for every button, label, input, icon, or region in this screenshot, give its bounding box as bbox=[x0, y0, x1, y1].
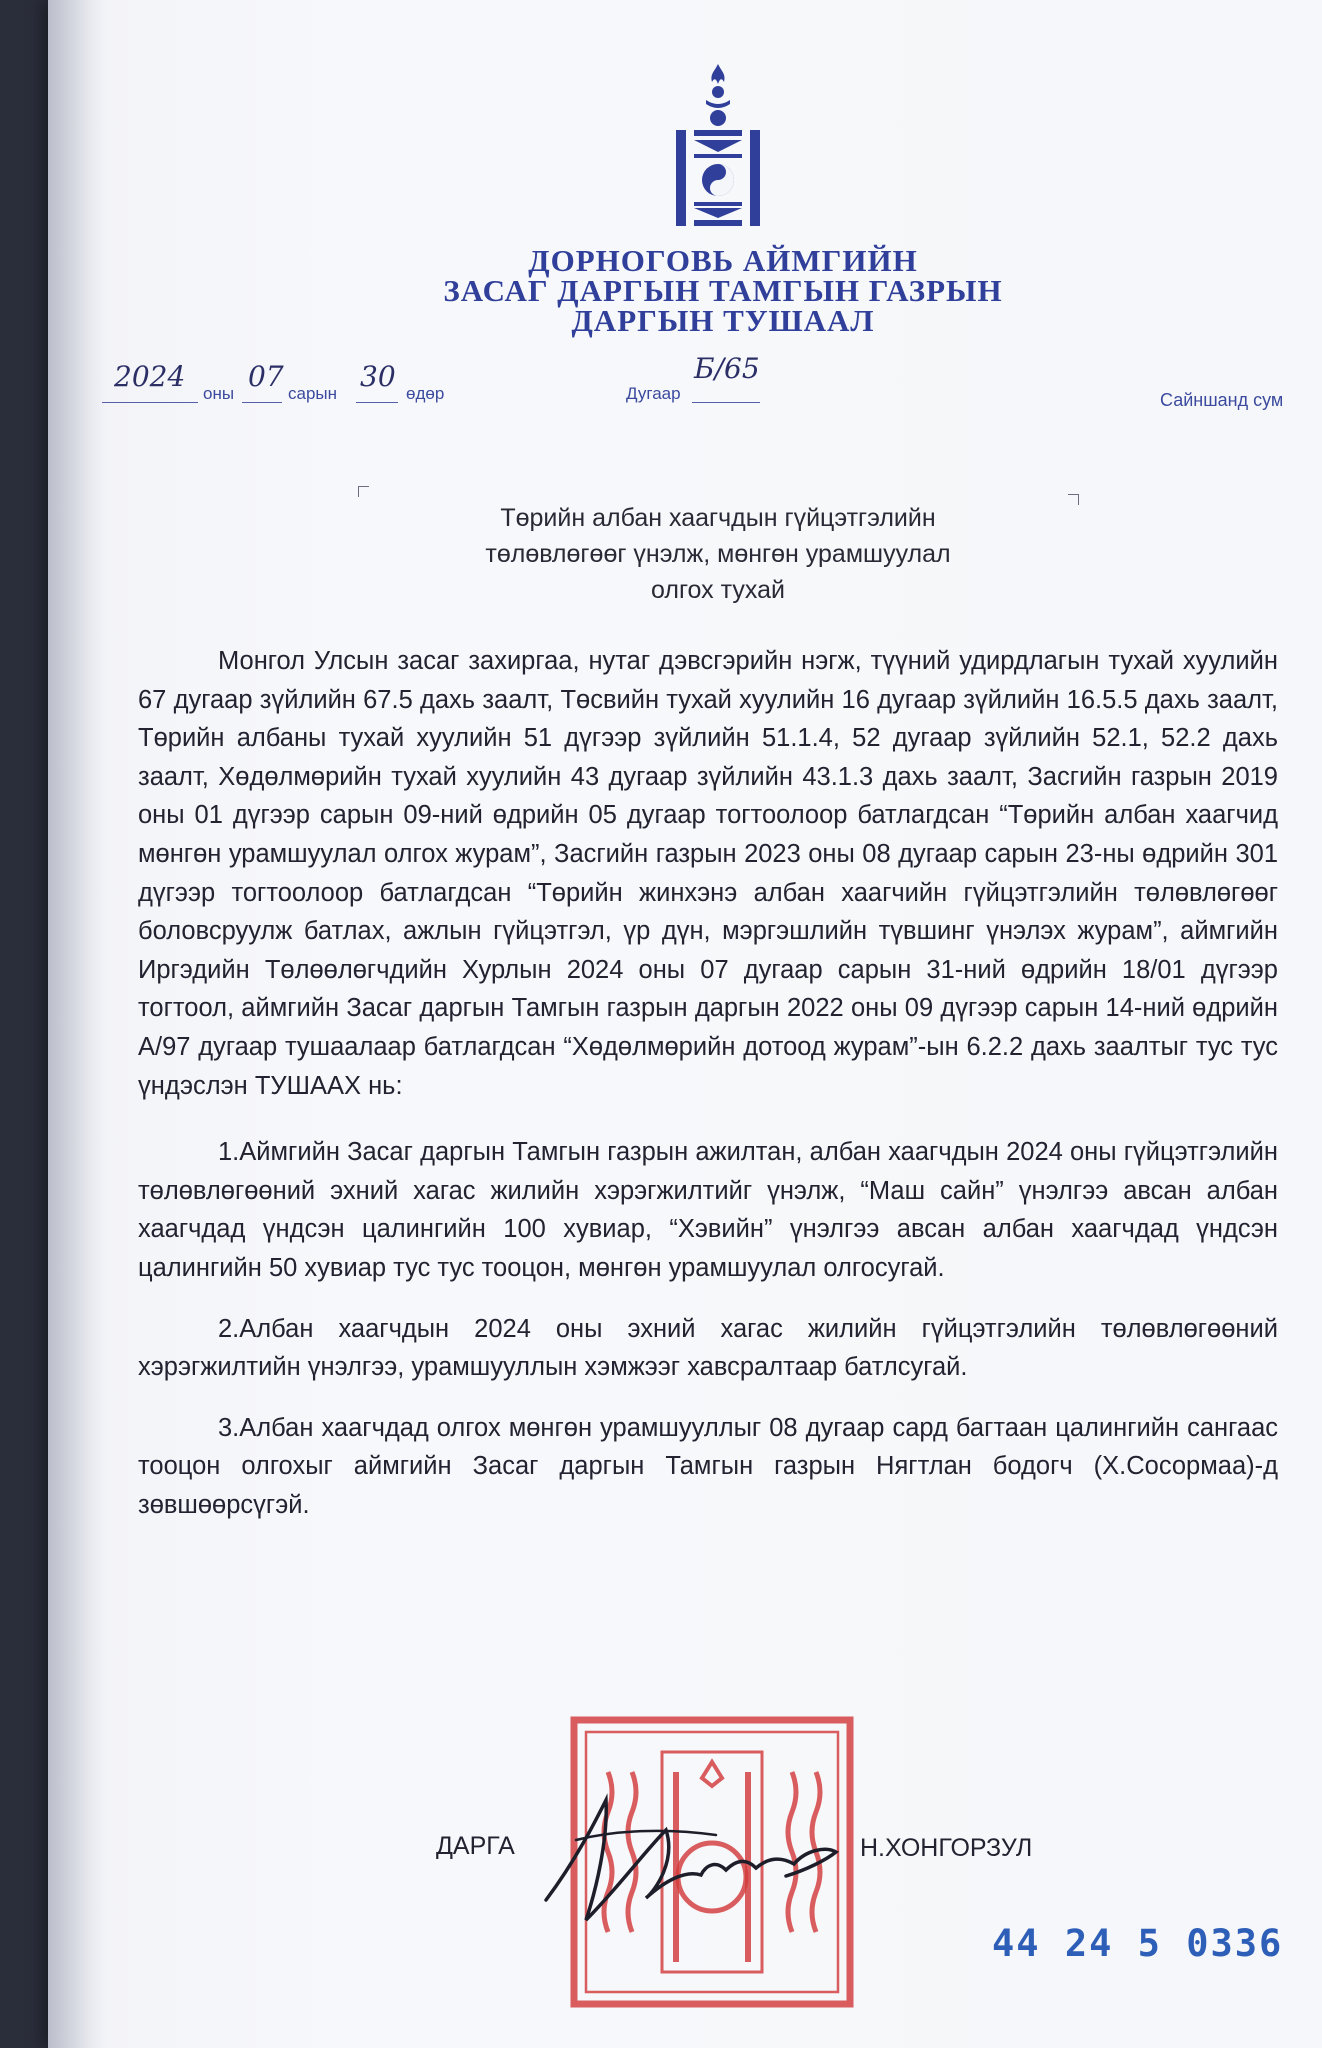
order-item-3: 3.Албан хаагчдад олгох мөнгөн урамшууллыг 08 дугаар сард багтаан цалингийн сангаас тооцон олгохыг аймгийн Засаг даргын Тамгын газрын Нягтлан бодогч (Х.Сосормаа)-д зөвшөөрсүгэй. bbox=[138, 1413, 1278, 1519]
state-emblem-icon bbox=[670, 62, 766, 230]
month-suffix: сарын bbox=[288, 384, 338, 403]
order-item-1: 1.Аймгийн Засаг даргын Тамгын газрын ажилтан, албан хаагчдын 2024 оны гүйцэтгэлийн төлөвлөгөөний эхний хагас жилийн хэрэгжилтийг үнэлж, “Маш сайн” үнэлгээ авсан албан хаагчдад үндсэн цалингийн 100 хувиар, “Хэвийн” үнэлгээ авсан албан хаагчдад үндсэн цалингийн 50 хувиар тус тус тооцон, мөнгөн урамшуулал олгосугай. bbox=[138, 1138, 1278, 1282]
title-line3: олгох тухай bbox=[651, 576, 785, 604]
document-number: Б/65 bbox=[694, 352, 760, 385]
registration-number: 44 24 5 0336 bbox=[992, 1922, 1284, 1965]
signer-name: Н.ХОНГОРЗУЛ bbox=[860, 1834, 1033, 1862]
order-item-2: 2.Албан хаагчдын 2024 оны эхний хагас жилийн гүйцэтгэлийн төлөвлөгөөний хэрэгжилтийн үнэлгээ, урамшууллын хэмжээг хавсралтаар батлсугай. bbox=[138, 1314, 1278, 1382]
handwritten-signature bbox=[536, 1780, 856, 1930]
signer-role: ДАРГА bbox=[436, 1832, 515, 1860]
org-name-line2: ЗАСАГ ДАРГЫН ТАМГЫН ГАЗРЫН bbox=[443, 273, 1003, 308]
preamble-paragraph: Монгол Улсын засаг захиргаа, нутаг дэвсгэрийн нэгж, түүний удирдлагын тухай хуулийн 67 дугаар зүйлийн 67.5 дахь заалт, Төсвийн тухай хуулийн 16 дугаар зүйлийн 16.5.5 дахь заалт, Төрийн албаны тухай хуулийн 51 дүгээр зүйлийн 51.1.4, 52 дугаар зүйлийн 52.1, 52.2 дахь заалт, Хөдөлмөрийн тухай хуулийн 43 дугаар зүйлийн 43.1.3 дахь заалт, Засгийн газрын 2019 оны 01 дүгээр сарын 09-ний өдрийн 05 дугаар тогтоолоор батлагдсан “Төрийн албан хаагчид мөнгөн урамшуулал олгох журам”, Засгийн газрын 2023 оны 08 дугаар сарын 23-ны өдрийн 301 дүгээр тогтоолоор батлагдсан “Төрийн жинхэнэ албан хаагчийн гүйцэтгэлийн төлөвлөгөөг боловсруулж батлах, ажлын гүйцэтгэл, үр дүн, мэргэшлийн түвшинг үнэлэх журам”, аймгийн Иргэдийн Төлөөлөгчдийн Хурлын 2024 оны 07 дугаар сарын 31-ний өдрийн 18/01 дүгээр тогтоол, аймгийн Засаг даргын Тамгын газрын даргын 2022 оны 09 дүгээр сарын 14-ний өдрийн А/97 дугаар тушаалаар батлагдсан “Хөдөлмөрийн дотоод журам”-ын 6.2.2 дахь заалтыг тус тус үндэслэн ТУШААХ нь: bbox=[138, 647, 1278, 1100]
date-month: 07 bbox=[248, 360, 284, 393]
place-name: Сайншанд сум bbox=[1160, 390, 1284, 410]
document-type: ДАРГЫН ТУШААЛ bbox=[571, 303, 875, 338]
date-year: 2024 bbox=[114, 360, 186, 393]
date-day: 30 bbox=[360, 360, 396, 393]
org-name-line1: ДОРНОГОВЬ АЙМГИЙН bbox=[528, 243, 918, 278]
title-line1: Төрийн албан хаагчдын гүйцэтгэлийн bbox=[500, 504, 936, 532]
title-line2: төлөвлөгөөг үнэлж, мөнгөн урамшуулал bbox=[485, 540, 951, 568]
document-title bbox=[378, 500, 1058, 608]
year-suffix: оны bbox=[203, 384, 235, 403]
document-body bbox=[138, 642, 1278, 1546]
number-label: Дугаар bbox=[626, 384, 681, 403]
document-page bbox=[48, 0, 1322, 2048]
day-suffix: өдөр bbox=[406, 384, 445, 403]
